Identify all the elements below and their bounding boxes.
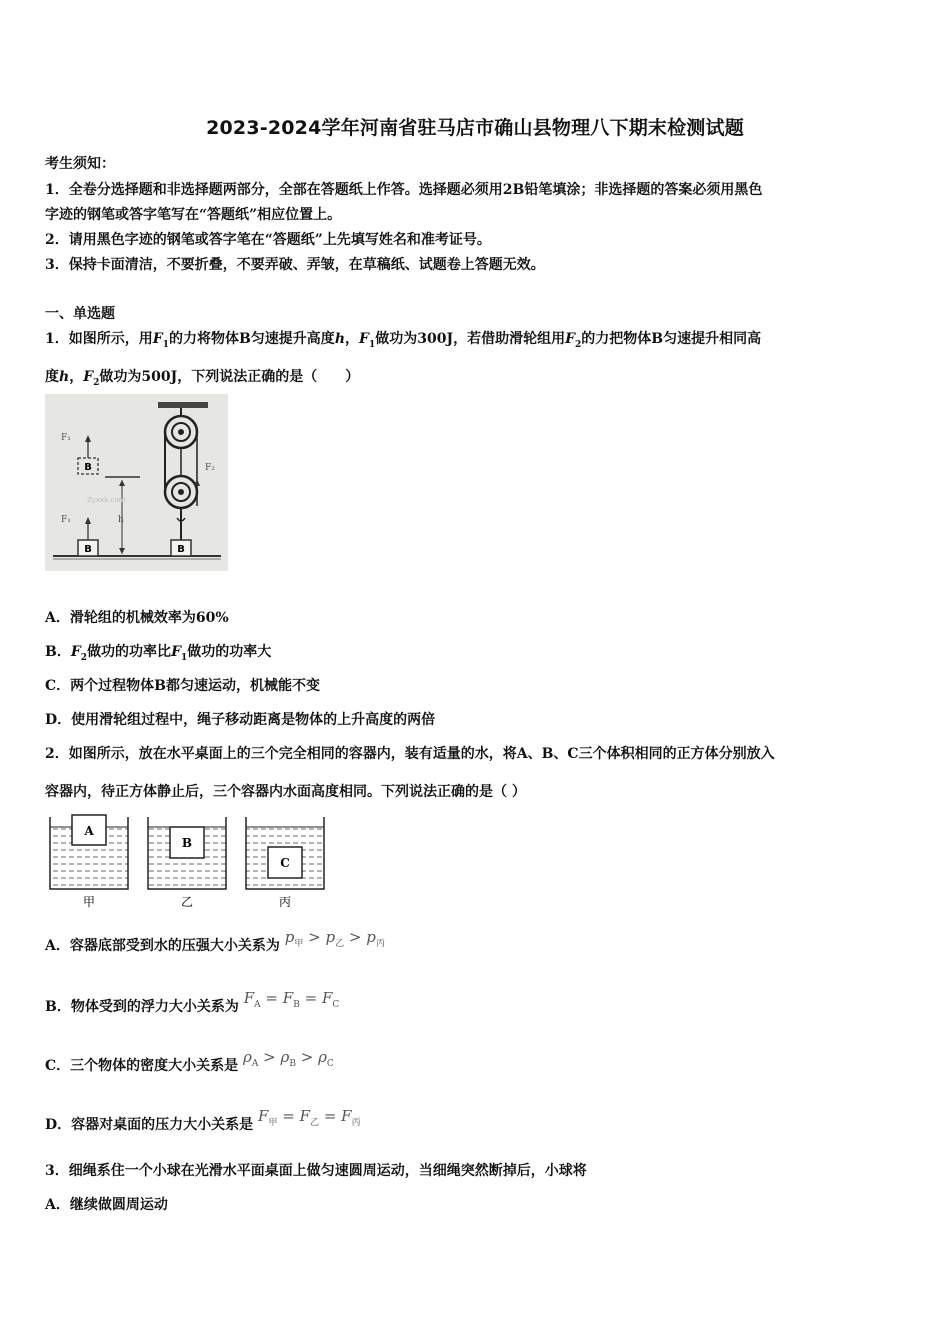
block-a-label: A: [84, 824, 94, 838]
q2-stem-line1: 2．如图所示，放在水平桌面上的三个完全相同的容器内，装有适量的水，将A、B、C三个体积相同的正方体分别放入: [45, 746, 775, 762]
q1-option-b: B．$F_2$做功的功率比$F_1$做功的功率大: [45, 644, 272, 663]
notice-heading: 考生须知：: [45, 156, 115, 172]
q2-stem-line2: 容器内，待正方体静止后，三个容器内水面高度相同。下列说法正确的是（ ）: [45, 784, 526, 800]
figure-label-b: B: [177, 544, 185, 555]
q2-option-b: B．物体受到的浮力大小关系为 $F_A = F_B = F_C$: [45, 989, 340, 1015]
q2-option-a: A．容器底部受到水的压强大小关系为 $p_甲 > p_乙 > p_丙$: [45, 928, 385, 954]
q1-option-d: D．使用滑轮组过程中，绳子移动距离是物体的上升高度的两倍: [45, 712, 436, 728]
block-b-label: B: [181, 836, 193, 850]
figure-label-f2: F₂: [205, 463, 215, 473]
q2-container-figure: [45, 812, 335, 912]
notice-item: 1．全卷分选择题和非选择题两部分，全部在答题纸上作答。选择题必须用2B铅笔填涂；非选择题的答案必须用黑色: [45, 182, 763, 198]
q2-option-d: D．容器对桌面的压力大小关系是 $F_甲 = F_乙 = F_丙$: [45, 1107, 361, 1133]
page-title: 2023-2024学年河南省驻马店市确山县物理八下期末检测试题: [206, 117, 744, 139]
figure-label-b: B: [84, 544, 92, 555]
q1-pulley-figure: [45, 394, 228, 571]
q2-option-c: C．三个物体的密度大小关系是 $\rho_A > \rho_B > \rho_C$: [45, 1048, 334, 1074]
notice-item: 字迹的钢笔或答字笔写在“答题纸”相应位置上。: [45, 207, 342, 223]
notice-item: 2．请用黑色字迹的钢笔或答字笔在“答题纸”上先填写姓名和准考证号。: [45, 232, 491, 248]
block-c-label: C: [280, 856, 290, 870]
figure-watermark: Zyxxk.com: [87, 496, 126, 504]
figure-label-f1: F₁: [61, 515, 71, 525]
container-label: 乙: [180, 895, 194, 909]
figure-label-f1: F₁: [61, 433, 71, 443]
container-label: 丙: [278, 895, 292, 909]
q3-stem: 3．细绳系住一个小球在光滑水平面桌面上做匀速圆周运动，当细绳突然断掉后，小球将: [45, 1163, 587, 1179]
q1-option-a: A．滑轮组的机械效率为60%: [45, 610, 229, 626]
q1-stem-line1: 1．如图所示，用$F_1$的力将物体B匀速提升高度h，$F_1$做功为300J，若借助滑轮组用$F_2$的力把物体B匀速提升相同高: [45, 331, 762, 350]
section-heading: 一、单选题: [45, 306, 115, 322]
container-label: 甲: [82, 895, 96, 909]
q3-option-a: A．继续做圆周运动: [45, 1197, 168, 1213]
q1-stem-line2: 度h，$F_2$做功为500J，下列说法正确的是（ ）: [45, 369, 360, 388]
q1-option-c: C．两个过程物体B都匀速运动，机械能不变: [45, 678, 320, 694]
figure-label-h: h: [118, 515, 124, 525]
notice-item: 3．保持卡面清洁，不要折叠，不要弄破、弄皱，在草稿纸、试题卷上答题无效。: [45, 257, 545, 273]
figure-label-b: B: [84, 462, 92, 473]
